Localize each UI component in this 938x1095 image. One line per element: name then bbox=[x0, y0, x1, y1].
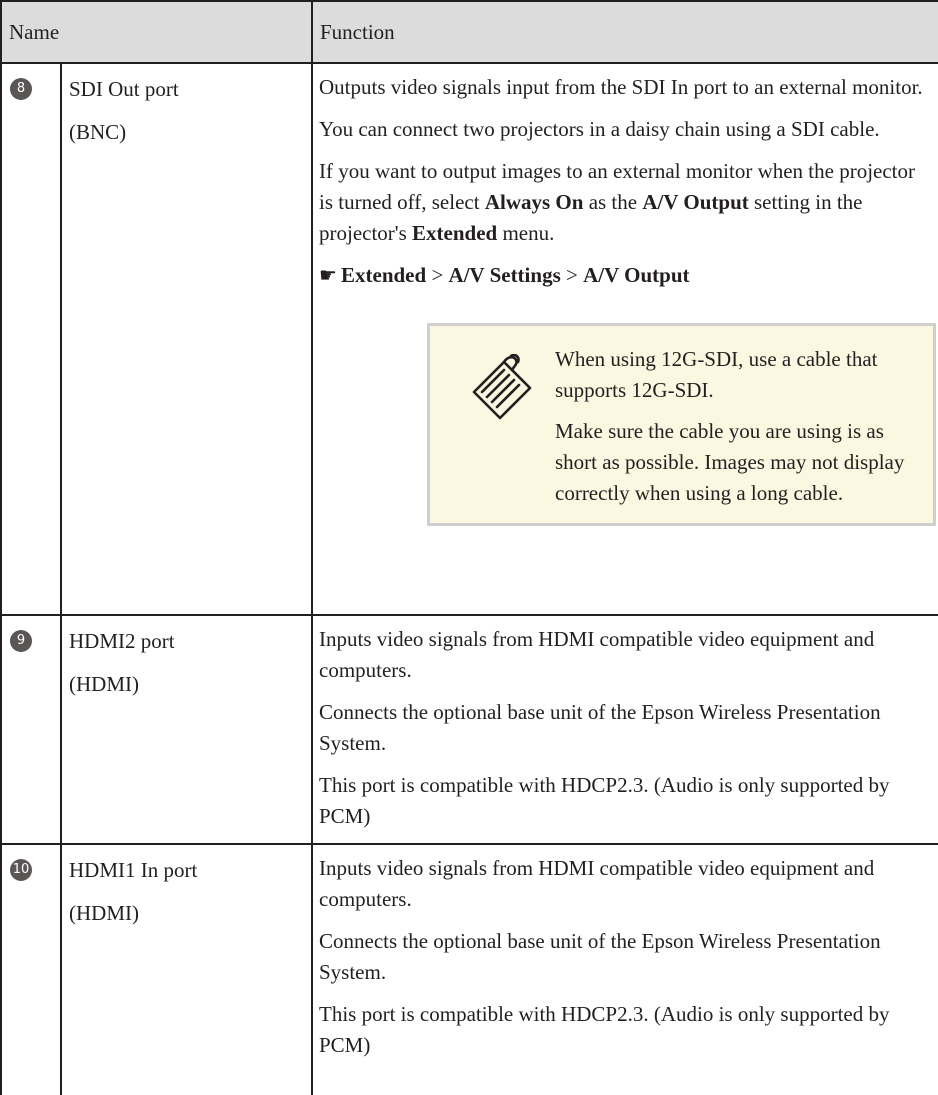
port-name: SDI Out port bbox=[69, 77, 179, 101]
function-text: Connects the optional base unit of the Epson Wireless Presentation System. bbox=[319, 700, 881, 755]
function-text: This port is compatible with HDCP2.3. (Audio is only supported by PCM) bbox=[319, 1002, 890, 1057]
note-pencil-icon bbox=[468, 354, 538, 424]
item-number-badge: 9 bbox=[10, 630, 32, 652]
menu-path-part: A/V Output bbox=[583, 263, 690, 287]
port-connector: (BNC) bbox=[69, 120, 127, 144]
table-row bbox=[1, 844, 938, 1095]
header-name: Name bbox=[1, 1, 312, 63]
table-header-row bbox=[1, 1, 938, 63]
note-text: Make sure the cable you are using is as short as possible. Images may not display correctly when using a long cable. bbox=[555, 419, 905, 505]
function-text: Inputs video signals from HDMI compatible video equipment and computers. bbox=[319, 856, 875, 911]
function-text: Connects the optional base unit of the Epson Wireless Presentation System. bbox=[319, 929, 881, 984]
menu-path-part: A/V Settings bbox=[448, 263, 561, 287]
port-name-cell bbox=[61, 63, 312, 615]
port-name: HDMI1 In port bbox=[69, 858, 198, 882]
note-box bbox=[427, 323, 936, 526]
table-row bbox=[1, 615, 938, 844]
port-name-cell bbox=[61, 844, 312, 1095]
port-connector: (HDMI) bbox=[69, 901, 139, 925]
setting-name: A/V Output bbox=[642, 190, 749, 214]
port-name-cell bbox=[61, 615, 312, 844]
table-row bbox=[1, 63, 938, 615]
menu-reference: ☛ Extended > A/V Settings > A/V Output bbox=[319, 260, 933, 291]
item-number-badge: 8 bbox=[10, 78, 32, 100]
menu-name: Extended bbox=[412, 221, 498, 245]
function-text: If you want to output images to an external monitor when the projector is turned off, select Always On as the A/V Output setting in the projector's Extended menu. bbox=[319, 159, 916, 245]
note-text: When using 12G-SDI, use a cable that supports 12G-SDI. bbox=[555, 347, 878, 402]
header-function: Function bbox=[312, 1, 938, 63]
port-name: HDMI2 port bbox=[69, 629, 175, 653]
function-text: You can connect two projectors in a daisy chain using a SDI cable. bbox=[319, 117, 880, 141]
function-text: Outputs video signals input from the SDI In port to an external monitor. bbox=[319, 75, 923, 99]
function-cell bbox=[312, 844, 938, 1095]
function-text: This port is compatible with HDCP2.3. (Audio is only supported by PCM) bbox=[319, 773, 890, 828]
function-text: Inputs video signals from HDMI compatible video equipment and computers. bbox=[319, 627, 875, 682]
function-cell bbox=[312, 63, 938, 615]
port-connector: (HDMI) bbox=[69, 672, 139, 696]
function-cell bbox=[312, 615, 938, 844]
setting-value: Always On bbox=[484, 190, 584, 214]
item-number-badge: 10 bbox=[10, 859, 32, 881]
menu-path-part: Extended bbox=[341, 263, 427, 287]
pointing-hand-icon: ☛ bbox=[319, 263, 337, 287]
